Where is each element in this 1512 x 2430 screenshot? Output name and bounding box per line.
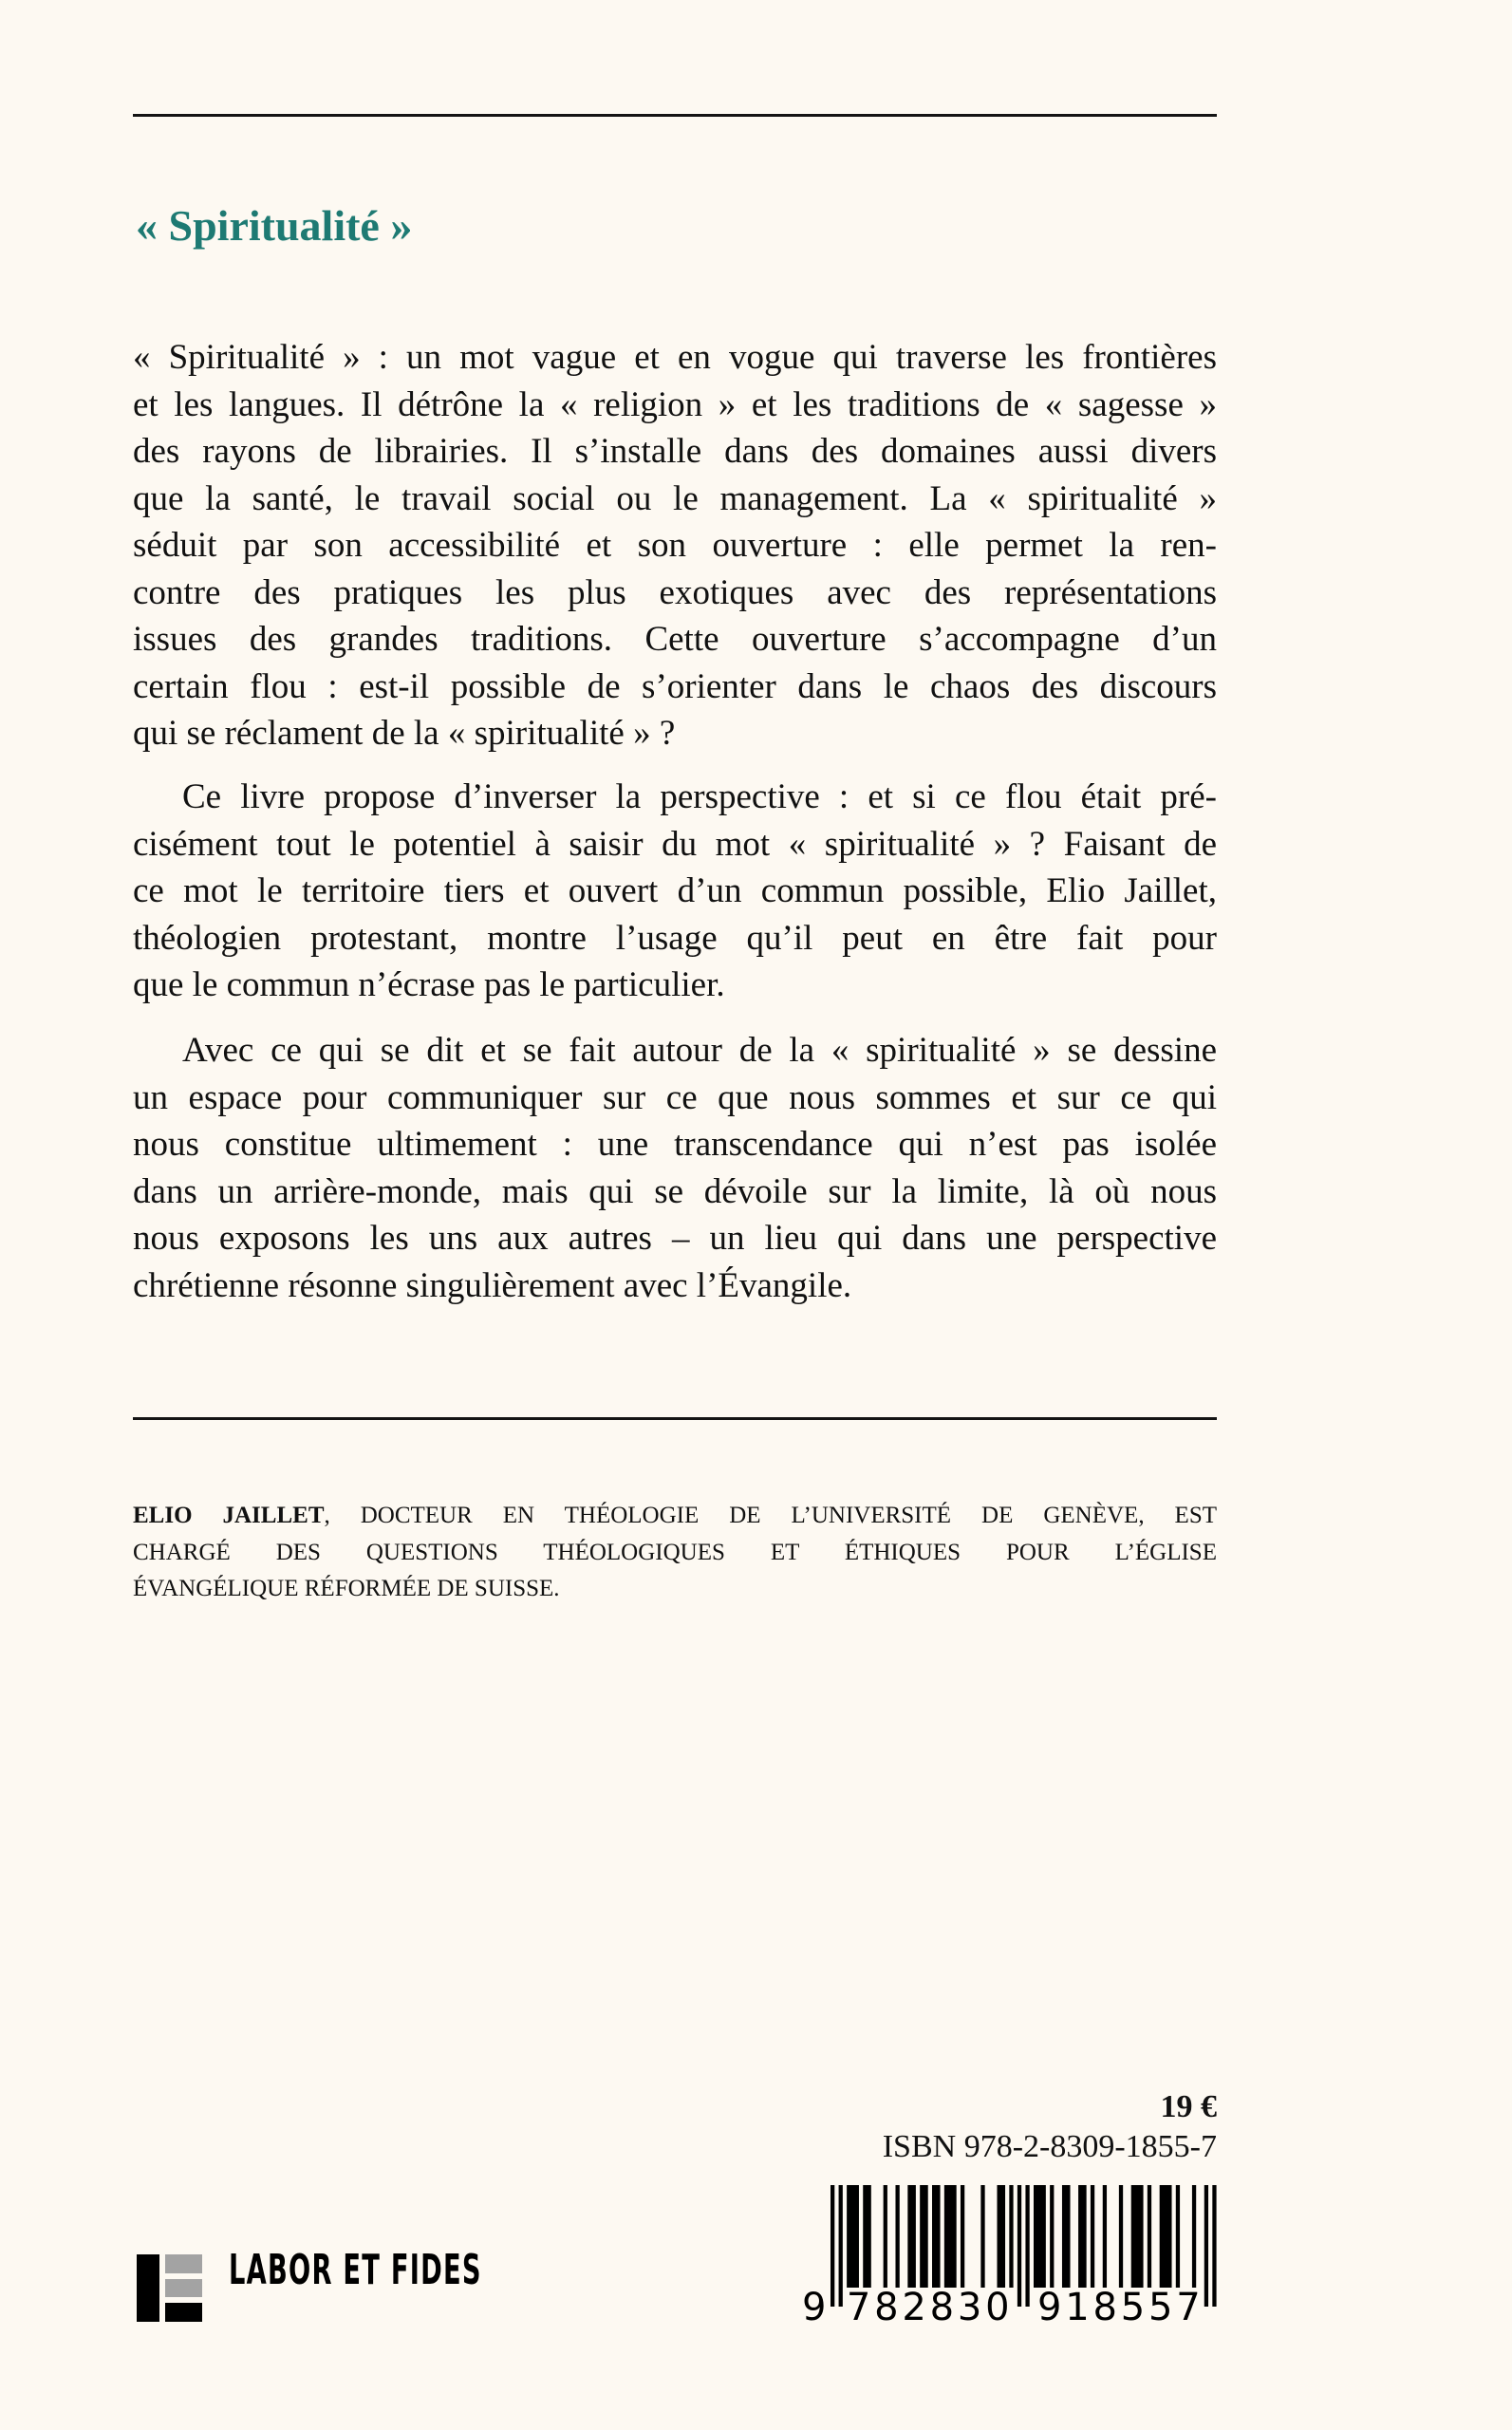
- barcode-bar: [1204, 2185, 1208, 2307]
- blurb-line: théologien protestant, montre l’usage qu’il peut en être fait pour: [133, 918, 1217, 958]
- blurb-paragraph-2: [133, 774, 1217, 1009]
- logo-bar-icon: [137, 2254, 159, 2322]
- barcode-digit-first: 9: [802, 2286, 827, 2329]
- blurb-line: qui se réclament de la « spiritualité » ?: [133, 714, 676, 753]
- barcode-bar: [944, 2185, 957, 2288]
- barcode-bar: [1176, 2185, 1180, 2288]
- barcode-bar: [1131, 2185, 1144, 2288]
- barcode-bar: [1025, 2185, 1029, 2307]
- blurb-line: dans un arrière-monde, mais qui se dévoile sur la limite, là où nous: [133, 1171, 1217, 1211]
- blurb-line: et les langues. Il détrône la « religion » et les traditions de « sagesse »: [133, 384, 1217, 424]
- price-label: 19 €: [1160, 2089, 1217, 2124]
- barcode-bar: [1103, 2185, 1107, 2288]
- logo-block-gray-2: [165, 2279, 202, 2297]
- barcode-bar: [847, 2185, 859, 2288]
- author-divider-rule: [133, 1417, 1217, 1420]
- blurb-line: un espace pour communiquer sur ce que nous sommes et sur ce qui: [133, 1077, 1217, 1117]
- barcode-bar: [895, 2185, 899, 2288]
- barcode-bar: [1091, 2185, 1094, 2288]
- blurb-line: contre des pratiques les plus exotiques avec des représentations: [133, 572, 1217, 612]
- barcode-bar: [961, 2185, 964, 2288]
- barcode-bar: [1119, 2185, 1123, 2288]
- blurb-line: « Spiritualité » : un mot vague et en vogue qui traverse les frontières: [133, 338, 1217, 377]
- blurb-line: ce mot le territoire tiers et ouvert d’un commun possible, Elio Jaillet,: [133, 871, 1217, 910]
- author-name: ELIO JAILLET: [133, 1503, 325, 1528]
- author-bio-line: [133, 1498, 1217, 1535]
- author-bio: [133, 1498, 1217, 1608]
- barcode-bar: [884, 2185, 887, 2288]
- book-series-title: « Spiritualité »: [136, 201, 413, 250]
- blurb-line: des rayons de librairies. Il s’installe dans des domaines aussi divers: [133, 432, 1217, 471]
- barcode-bar: [1212, 2185, 1216, 2307]
- author-bio-line: ÉVANGÉLIQUE RÉFORMÉE DE SUISSE.: [133, 1576, 560, 1601]
- top-divider-rule: [133, 114, 1217, 117]
- blurb-paragraph-1: [133, 334, 1217, 757]
- logo-block-gray-1: [165, 2254, 202, 2273]
- barcode-bar: [1062, 2185, 1071, 2288]
- author-bio-text: , DOCTEUR EN THÉOLOGIE DE L’UNIVERSITÉ DE GENÈVE, EST: [324, 1503, 1217, 1528]
- barcode-bar: [1050, 2185, 1054, 2288]
- blurb-line: cisément tout le potentiel à saisir du mot « spiritualité » ? Faisant de: [133, 824, 1217, 864]
- blurb-line: nous constitue ultimement : une transcendance qui n’est pas isolée: [133, 1125, 1217, 1164]
- blurb-line: Avec ce qui se dit et se fait autour de la « spiritualité » se dessine: [182, 1031, 1217, 1070]
- barcode-bar: [997, 2185, 1005, 2288]
- blurb-line: chrétienne résonne singulièrement avec l’Évangile.: [133, 1265, 852, 1305]
- barcode-bar: [907, 2185, 916, 2288]
- blurb-line: que la santé, le travail social ou le management. La « spiritualité »: [133, 478, 1217, 518]
- publisher-name: LABOR ET FIDES: [229, 2246, 482, 2294]
- blurb-line: que le commun n’écrase pas le particulier.: [133, 965, 725, 1004]
- blurb-line: nous exposons les uns aux autres – un lieu qui dans une perspective: [133, 1219, 1217, 1258]
- barcode-bar: [1009, 2185, 1013, 2288]
- blurb-line: séduit par son accessibilité et son ouverture : elle permet la ren-: [133, 526, 1217, 565]
- barcode-bar: [1078, 2185, 1087, 2288]
- barcode-digits-right: 918557: [1037, 2286, 1201, 2329]
- barcode-bar: [920, 2185, 928, 2288]
- barcode-bar: [932, 2185, 941, 2288]
- barcode-bar: [1148, 2185, 1151, 2288]
- barcode-bar: [1192, 2185, 1196, 2288]
- barcode-bar: [839, 2185, 843, 2307]
- blurb-line: Ce livre propose d’inverser la perspective : et si ce flou était pré-: [182, 777, 1217, 816]
- barcode-bar: [1160, 2185, 1172, 2288]
- barcode-bar: [1034, 2185, 1046, 2288]
- barcode-bar: [980, 2185, 984, 2288]
- barcode-bar: [831, 2185, 834, 2307]
- blurb-line: certain flou : est-il possible de s’orienter dans le chaos des discours: [133, 666, 1217, 706]
- blurb-paragraph-3: [133, 1027, 1217, 1309]
- blurb-line: issues des grandes traditions. Cette ouverture s’accompagne d’un: [133, 620, 1217, 659]
- logo-block-black: [165, 2303, 202, 2322]
- ean13-barcode: [793, 2181, 1220, 2333]
- barcode-bar: [863, 2185, 871, 2288]
- barcode-bar: [1017, 2185, 1021, 2307]
- author-bio-line: CHARGÉ DES QUESTIONS THÉOLOGIQUES ET ÉTHIQUES POUR L’ÉGLISE: [133, 1539, 1217, 1565]
- barcode-digits-left: 782830: [846, 2286, 1010, 2329]
- isbn-label: ISBN 978-2-8309-1855-7: [882, 2129, 1217, 2164]
